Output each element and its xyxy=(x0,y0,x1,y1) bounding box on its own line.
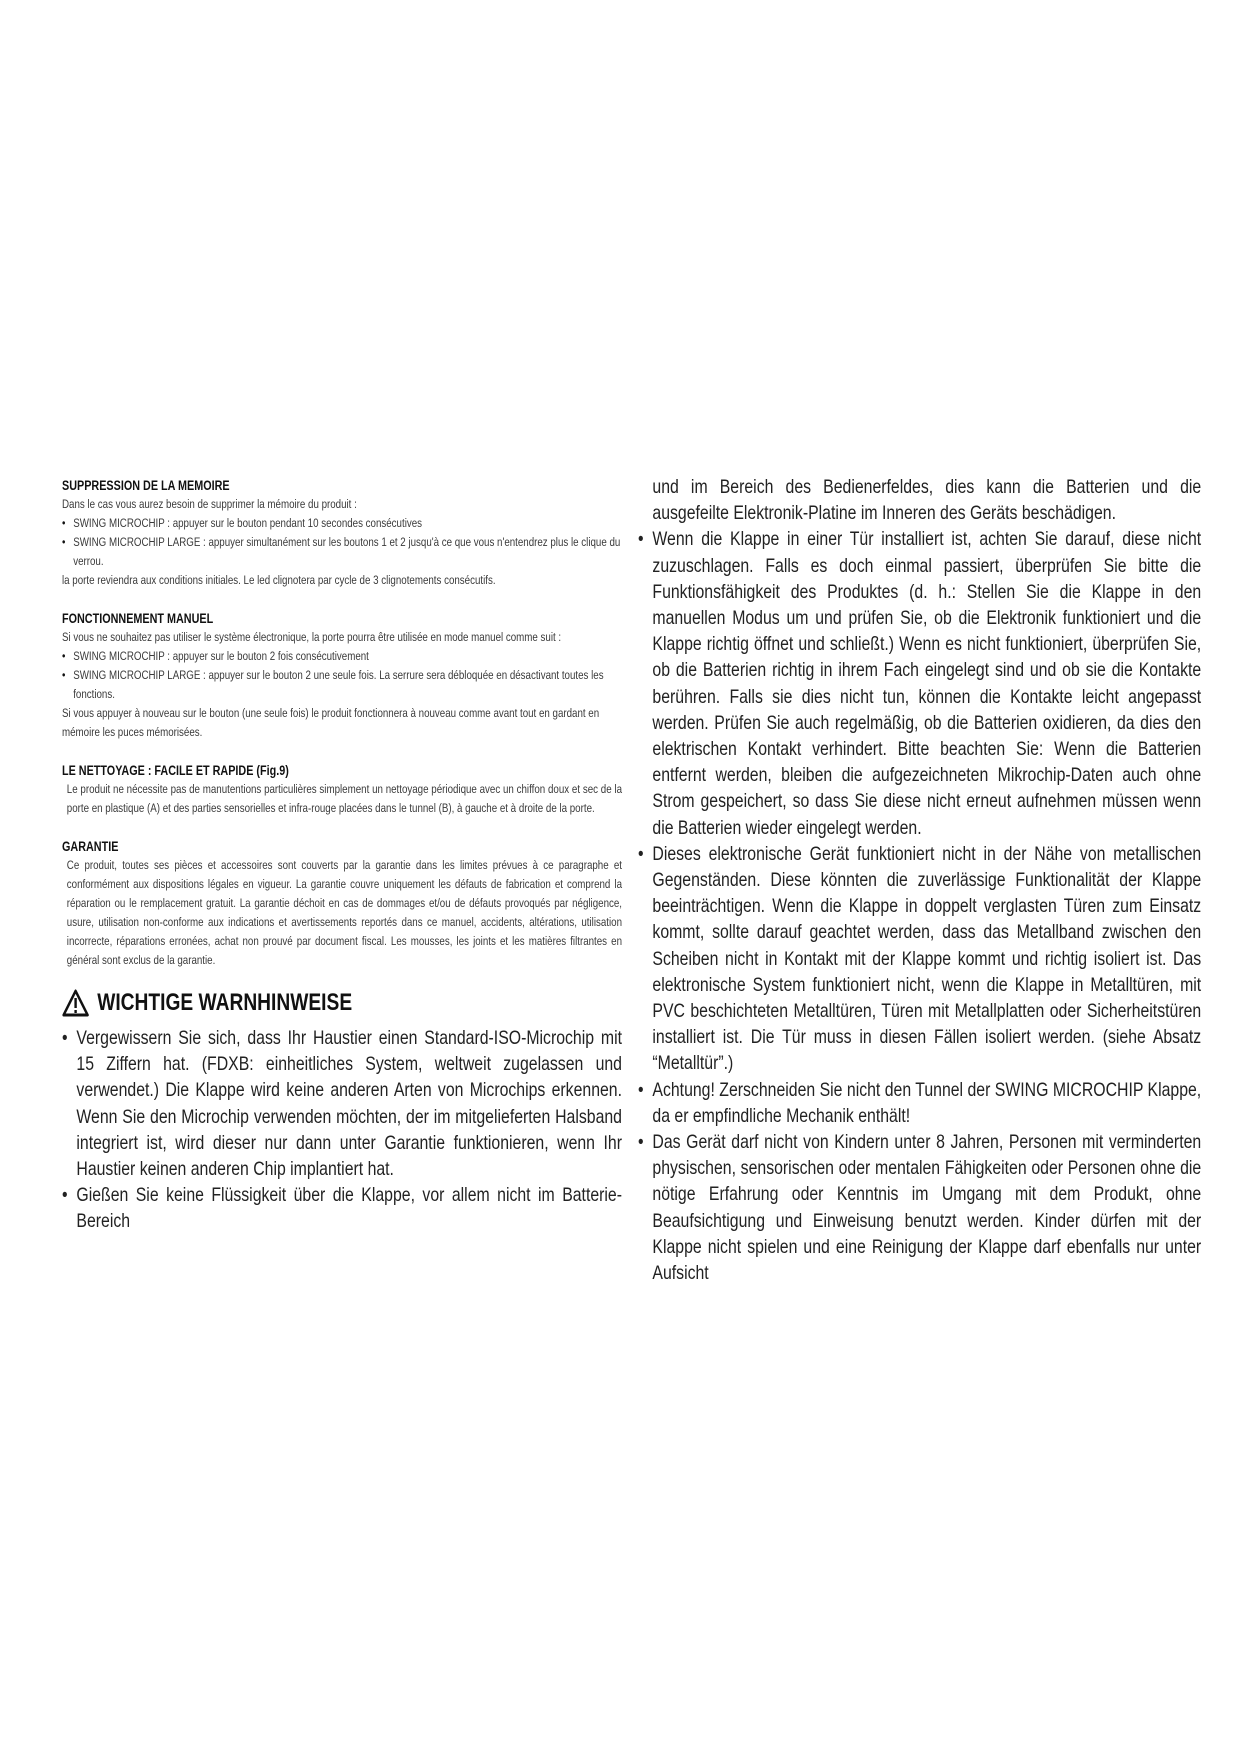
section-intro: Si vous ne souhaitez pas utiliser le système électronique, la porte pourra être utilisée en mode manuel comme suit : xyxy=(62,630,562,644)
section-title: GARANTIE xyxy=(62,839,119,854)
continued-paragraph: und im Bereich des Bedienerfeldes, dies kann die Batterien und die ausgefeilte Elektronik-Platine im Inneren des Geräts beschädigen. xyxy=(652,476,1202,525)
section-garantie xyxy=(62,837,622,970)
list-item: • Gießen Sie keine Flüssigkeit über die Klappe, vor allem nicht im Batterie-Bereich xyxy=(62,1182,622,1234)
bullet-list xyxy=(62,1025,622,1235)
section-intro: Dans le cas vous aurez besoin de supprimer la mémoire du produit : xyxy=(62,497,357,511)
warning-triangle-icon xyxy=(62,989,89,1017)
list-item: • Vergewissern Sie sich, dass Ihr Haustier einen Standard-ISO-Microchip mit 15 Ziffern hat. (FDXB: einheitliches System, weltweit zugelassen und verwendet.) Die Klappe wird keine anderen Arten von Microchips erkennen. Wenn Sie den Microchip verwenden möchten, der im mitgelieferten Halsband integriert ist, wird dieser nur dann unter Garantie funktionieren, wenn Ihr Haustier keinen anderen Chip implantiert hat. xyxy=(62,1025,622,1182)
french-section xyxy=(62,476,622,970)
section-nettoyage xyxy=(62,761,622,818)
bullet-list xyxy=(638,526,1201,1286)
section-suppression xyxy=(62,476,622,590)
warning-title: WICHTIGE WARNHINWEISE xyxy=(97,989,353,1016)
section-title: LE NETTOYAGE : FACILE ET RAPIDE (Fig.9) xyxy=(62,763,289,778)
section-manuel xyxy=(62,609,622,742)
german-left-section xyxy=(62,1025,622,1235)
list-item: • Wenn die Klappe in einer Tür installiert ist, achten Sie darauf, diese nicht zuzuschlagen. Falls es doch einmal passiert, überprüfen Sie bitte die Funktionsfähigkeit des Produktes (d. h.: Stellen Sie die Klappe in den manuellen Modus um und prüfen Sie, ob die Elektronik funktioniert und die Klappe richtig öffnet und schließt.) Wenn es nicht funktioniert, überprüfen Sie, ob die Batterien richtig in ihrem Fach eingelegt sind und ob sie die Kontakte berühren. Falls sie dies nicht tun, können die Kontakte leicht angepasst werden. Prüfen Sie auch regelmäßig, ob die Batterien oxidieren, da dies den elektrischen Kontakt verhindert. Bitte beachten Sie: Wenn die Batterien entfernt werden, bleiben die aufgezeichneten Mikrochip-Daten auch ohne Strom gespeichert, so dass Sie diese nicht erneut aufnehmen müssen wenn die Batterien wieder eingelegt werden. xyxy=(638,526,1201,840)
list-item: • Achtung! Zerschneiden Sie nicht den Tunnel der SWING MICROCHIP Klappe, da er empfindliche Mechanik enthält! xyxy=(638,1077,1201,1129)
section-note: la porte reviendra aux conditions initiales. Le led clignotera par cycle de 3 clignotements consécutifs. xyxy=(62,573,496,587)
warning-heading xyxy=(62,989,510,1017)
right-column xyxy=(638,474,1200,1286)
list-item: • SWING MICROCHIP : appuyer sur le bouton 2 fois consécutivement xyxy=(62,647,622,666)
bullet-list xyxy=(62,514,622,571)
list-item: • Dieses elektronische Gerät funktioniert nicht in der Nähe von metallischen Gegenständen. Diese könnten die zuverlässige Funktionalität der Klappe beeinträchtigen. Wenn die Klappe in doppelt verglasten Türen zum Einsatz kommt, sollte darauf geachtet werden, dass das Metallband zwischen den Scheiben nicht in Kontakt mit der Klappe kommt und richtig isoliert ist. Das elektronische System funktioniert nicht, wenn die Klappe in Metalltüren, mit PVC beschichteten Metalltüren, Türen mit Metallplatten oder Sicherheitstüren installiert ist. Die Tür muss in diesen Fällen isoliert werden. (siehe Absatz “Metalltür”.) xyxy=(638,841,1201,1077)
list-item: • Das Gerät darf nicht von Kindern unter 8 Jahren, Personen mit verminderten physischen, sensorischen oder mentalen Fähigkeiten oder Personen ohne die nötige Erfahrung oder Kenntnis im Umgang mit dem Produkt, ohne Beaufsichtigung und Einweisung benutzt werden. Kinder dürfen mit der Klappe nicht spielen und eine Reinigung der Klappe darf ebenfalls nur unter Aufsicht xyxy=(638,1129,1201,1286)
section-title: SUPPRESSION DE LA MEMOIRE xyxy=(62,478,230,493)
section-note: Si vous appuyer à nouveau sur le bouton (une seule fois) le produit fonctionnera à nouveau comme avant tout en gardant en mémoire les puces mémorisées. xyxy=(62,706,600,739)
left-column xyxy=(62,476,622,1235)
section-text: Le produit ne nécessite pas de manutentions particulières simplement un nettoyage périodique avec un chiffon doux et sec de la porte en plastique (A) et des parties sensorielles et infra-rouge placées dans le tunnel (B), à gauche et à droite de la porte. xyxy=(66,782,623,815)
section-title: FONCTIONNEMENT MANUEL xyxy=(62,611,214,626)
bullet-list xyxy=(62,647,622,704)
section-text: Ce produit, toutes ses pièces et accessoires sont couverts par la garantie dans les limites prévues à ce paragraphe et conformément aux dispositions légales en vigueur. La garantie couvre uniquement les défauts de fabrication et comprend la réparation ou le remplacement gratuit. La garantie déchoit en cas de dommages et/ou de défauts provoqués par négligence, usure, utilisation non-conforme aux indications et avertissements reportés dans ce manuel, accidents, altérations, utilisation incorrecte, réparations erronées, achat non prouvé par document fiscal. Les mousses, les joints et les matières filtrantes en général sont exclus de la garantie. xyxy=(66,858,623,967)
german-right-section xyxy=(638,474,1201,1286)
list-item: • SWING MICROCHIP LARGE : appuyer sur le bouton 2 une seule fois. La serrure sera débloquée en désactivant toutes les fonctions. xyxy=(62,666,622,704)
list-item: • SWING MICROCHIP LARGE : appuyer simultanément sur les boutons 1 et 2 jusqu'à ce que vous n'entendrez plus le clique du verrou. xyxy=(62,533,622,571)
list-item: • SWING MICROCHIP : appuyer sur le bouton pendant 10 secondes consécutives xyxy=(62,514,622,533)
